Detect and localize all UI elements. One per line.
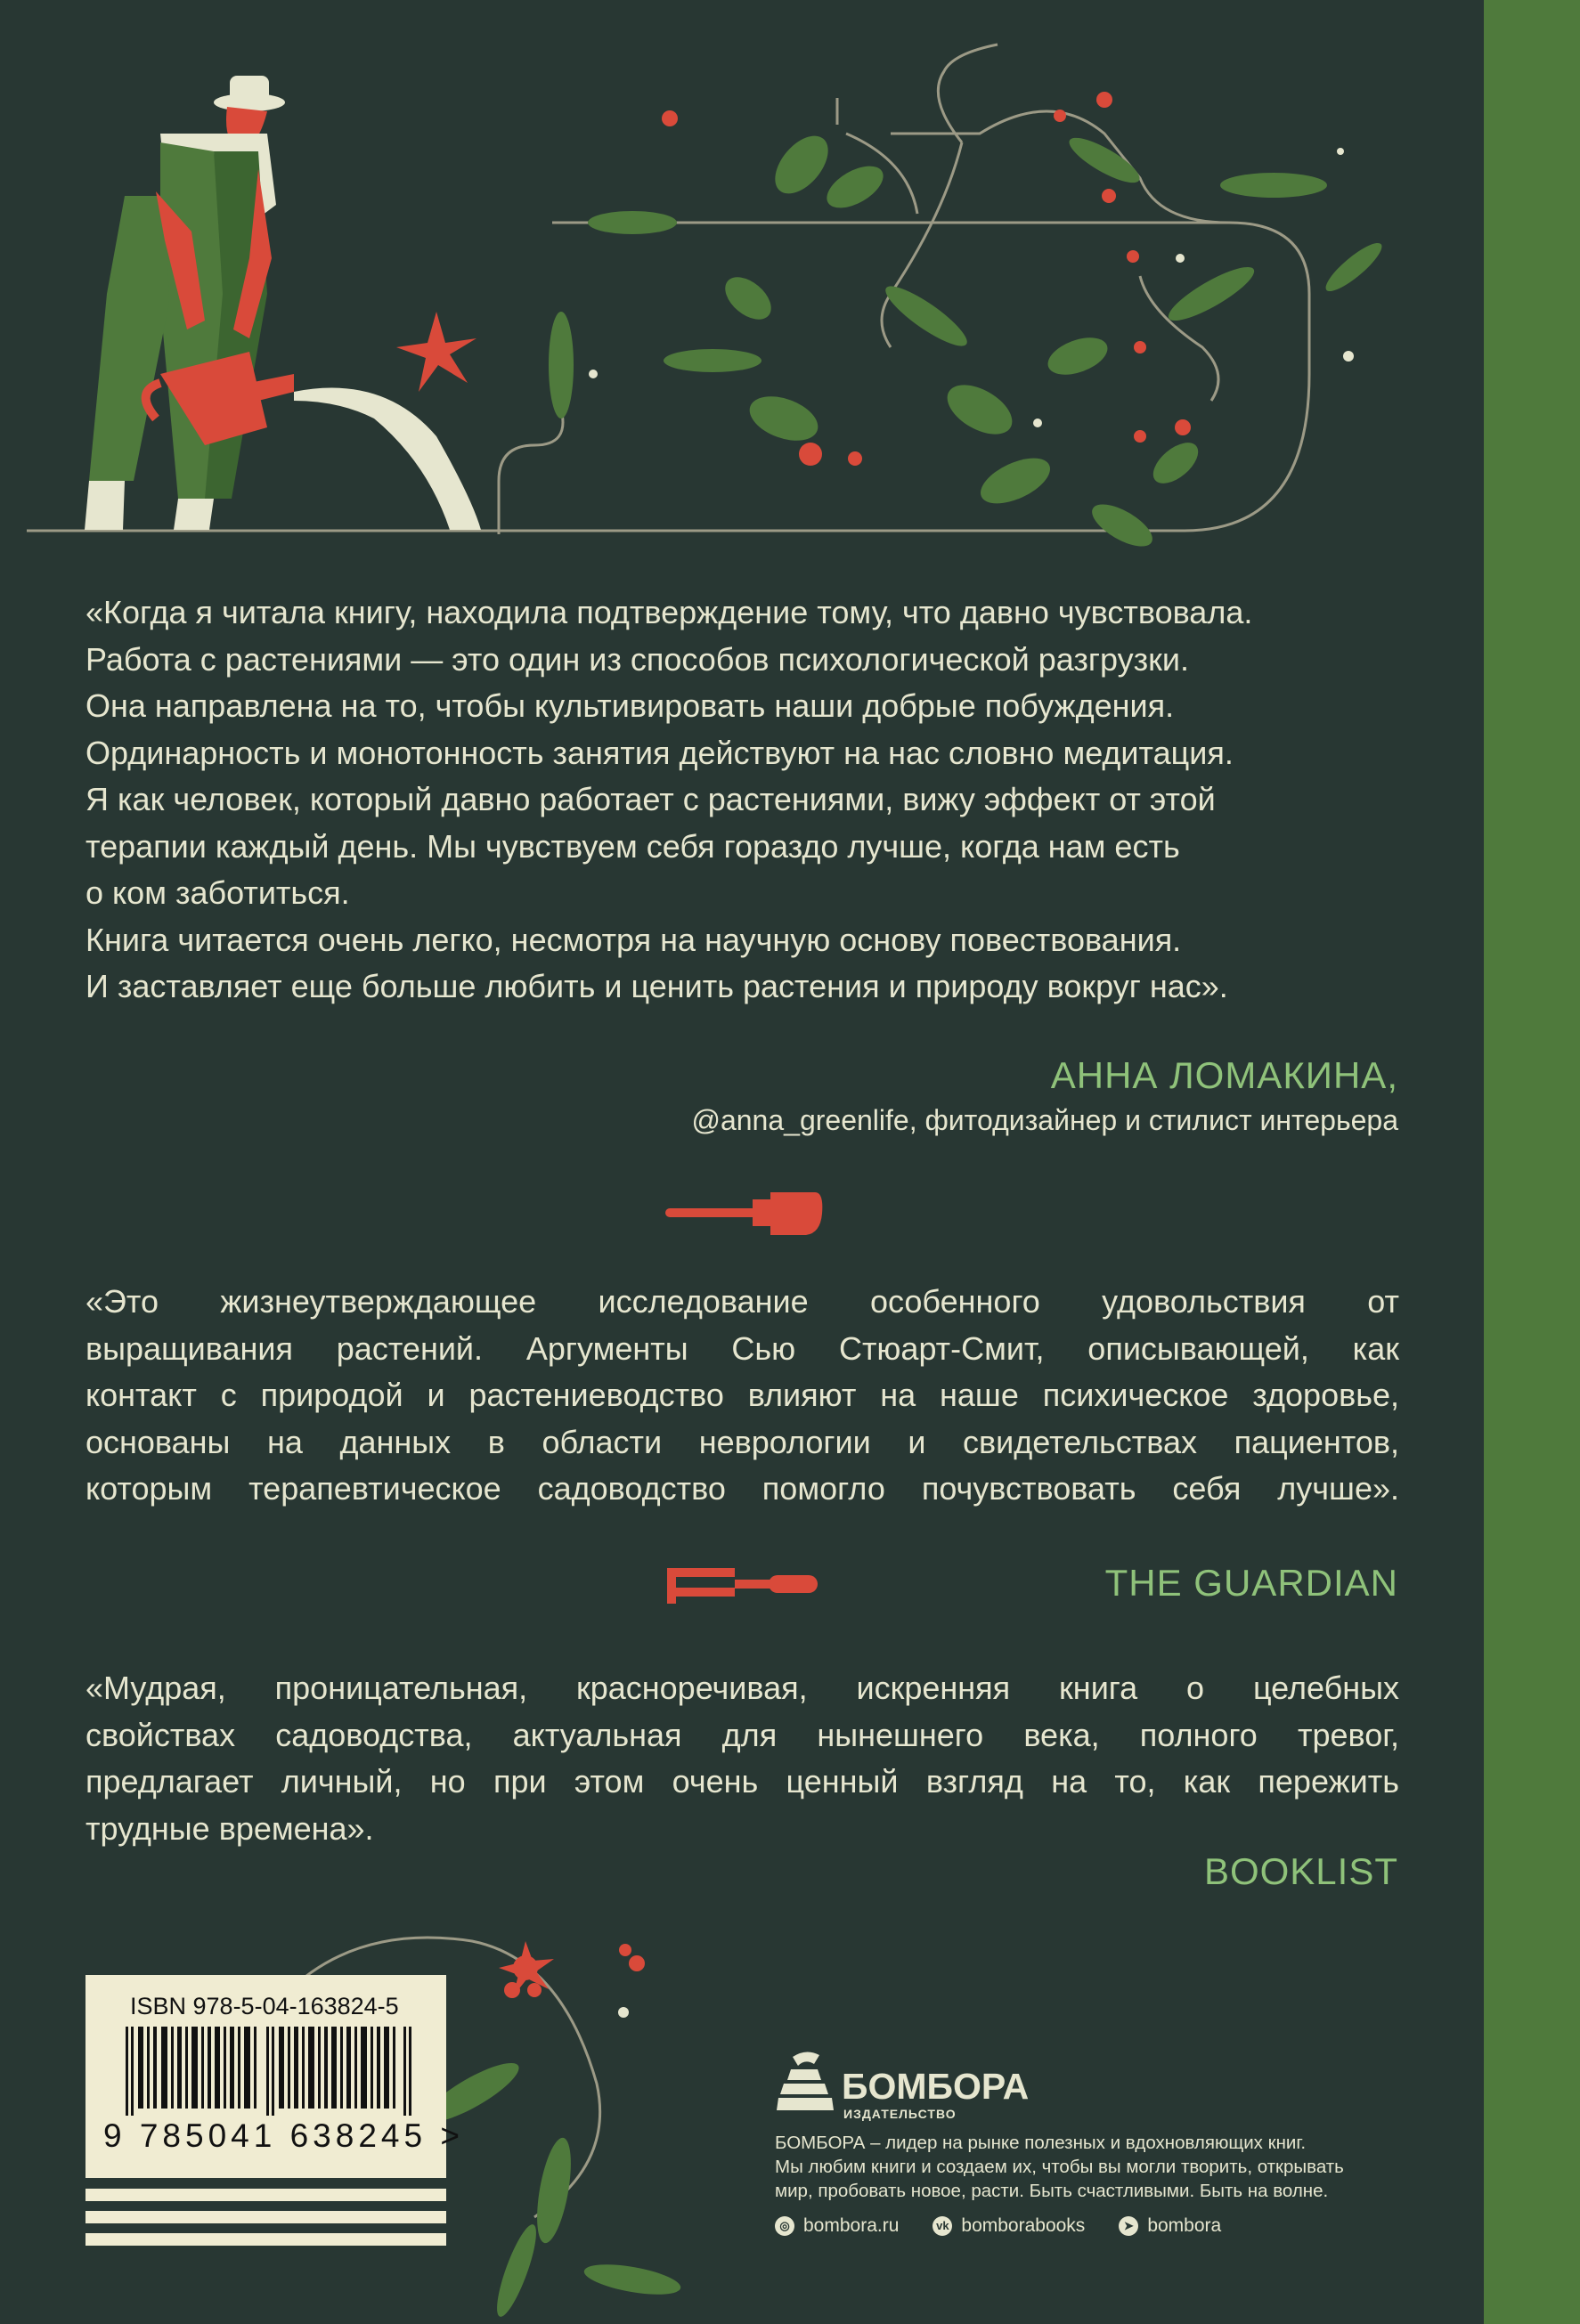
quote-line: И заставляет еще больше любить и ценить растения и природу вокруг нас». [86, 968, 1228, 1004]
quote-line: о ком заботиться. [86, 874, 350, 911]
quote-line: основаны на данных в области неврологии и свидетельствах пациентов, [86, 1423, 1399, 1460]
publisher-name: БОМБОРА [842, 2066, 1030, 2107]
site-link[interactable]: bombora.ru [803, 2215, 900, 2236]
quote-anna [86, 589, 1399, 1011]
quote-author: АННА ЛОМАКИНА, [1050, 1054, 1398, 1096]
quote-line: Работа с растениями — это один из способов психологической разгрузки. [86, 640, 1189, 678]
vk-icon: vk [933, 2216, 952, 2236]
description-line: Мы любим книги и создаем их, чтобы вы могли творить, открывать [775, 2157, 1344, 2177]
quote-line: «Мудрая, проницательная, красноречивая, искренняя книга о целебных [86, 1670, 1399, 1706]
quote-line: контакт с природой и растениеводство влияют на наше психическое здоровье, [86, 1377, 1399, 1413]
spine-strip [1484, 0, 1580, 2324]
quote-line: «Когда я читала книгу, находила подтверждение тому, что давно чувствовала. [86, 594, 1253, 630]
quote-line: трудные времена». [86, 1809, 374, 1847]
quote-line: Ординарность и монотонность занятия действуют на нас словно медитация. [86, 734, 1234, 771]
quote-line: предлагает личный, но при этом очень ценный взгляд на то, как пережить [86, 1763, 1399, 1800]
pitchfork-icon [664, 1563, 824, 1607]
quote-author-subtitle: @anna_greenlife, фитодизайнер и стилист интерьера [691, 1104, 1398, 1136]
social-link[interactable]: bombora [1147, 2215, 1222, 2236]
gardener-illustration [0, 0, 1484, 552]
publisher-links [775, 2215, 1221, 2237]
quote-author: BOOKLIST [1203, 1850, 1398, 1892]
quote-booklist [86, 1665, 1399, 1852]
quote-line: Книга читается очень легко, несмотря на научную основу повествования. [86, 921, 1182, 958]
barcode-label [86, 1975, 464, 2178]
isbn-text: ISBN 978-5-04-163824-5 [130, 1993, 399, 2019]
quote-line: Она направлена на то, чтобы культивировать наши добрые побуждения. [86, 687, 1175, 724]
quote-line: Я как человек, который давно работает с растениями, вижу эффект от этой [86, 781, 1216, 817]
quote-author: THE GUARDIAN [1104, 1562, 1398, 1604]
bombora-logo-icon [775, 2048, 837, 2119]
publisher-subtitle: ИЗДАТЕЛЬСТВО [843, 2107, 957, 2121]
barcode-digits: 9 785041 638245 > [103, 2117, 464, 2154]
quote-line: «Это жизнеутверждающее исследование особенного удовольствия от [86, 1283, 1399, 1320]
vk-link[interactable]: bomborabooks [961, 2215, 1086, 2236]
globe-icon: ◎ [775, 2216, 794, 2236]
quote-line: терапии каждый день. Мы чувствуем себя гораздо лучше, когда нам есть [86, 827, 1180, 865]
description-line: БОМБОРА – лидер на рынке полезных и вдохновляющих книг. [775, 2133, 1307, 2153]
barcode-icon [126, 2027, 424, 2116]
barcode-stripes [86, 2179, 446, 2246]
trowel-icon [664, 1187, 824, 1240]
quote-guardian [86, 1279, 1399, 1513]
quote-line: выращивания растений. Аргументы Сью Стюарт-Смит, описывающей, как [86, 1329, 1399, 1367]
quote-line: которым терапевтическое садоводство помогло почувствовать себя лучше». [86, 1470, 1399, 1507]
publisher-description [775, 2131, 1416, 2203]
telegram-icon: ➤ [1119, 2216, 1138, 2236]
quote-line: свойствах садоводства, актуальная для нынешнего века, полного тревог, [86, 1716, 1399, 1753]
description-line: мир, пробовать новое, расти. Быть счастливыми. Быть на волне. [775, 2181, 1329, 2201]
